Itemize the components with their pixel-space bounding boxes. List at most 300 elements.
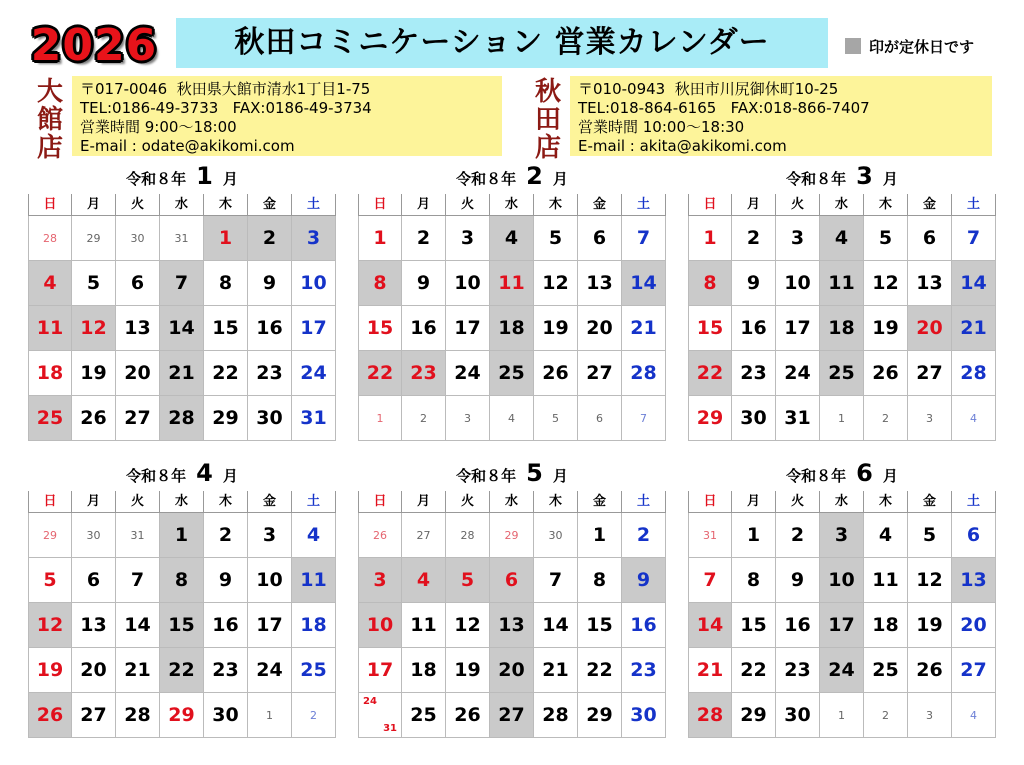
day-cell-closed bbox=[446, 558, 490, 603]
day-number: 16 bbox=[410, 317, 437, 339]
day-cell-other-month bbox=[358, 513, 402, 558]
day-cell-other-month bbox=[490, 396, 534, 441]
day-number: 4 bbox=[834, 227, 849, 249]
month-title-month: 2 bbox=[526, 162, 543, 190]
month-title-label-prefix: 令和８年 bbox=[126, 467, 187, 485]
day-number: 28 bbox=[696, 704, 724, 726]
day-cell bbox=[864, 603, 908, 648]
weekday-label: 日 bbox=[688, 491, 732, 513]
day-cell bbox=[952, 216, 996, 261]
day-cell bbox=[688, 558, 732, 603]
weekday-header bbox=[28, 194, 336, 216]
day-number: 14 bbox=[630, 272, 657, 294]
day-number: 29 bbox=[586, 704, 613, 726]
day-number: 29 bbox=[212, 407, 239, 429]
day-number: 17 bbox=[784, 317, 811, 339]
day-number: 28 bbox=[630, 362, 657, 384]
day-cell bbox=[534, 693, 578, 738]
day-number: 4 bbox=[970, 411, 977, 425]
day-number: 10 bbox=[300, 272, 327, 294]
day-cell bbox=[28, 351, 72, 396]
day-cell bbox=[578, 558, 622, 603]
day-number: 2 bbox=[882, 708, 889, 722]
store-email[interactable]: E-mail : akita@akikomi.com bbox=[578, 137, 787, 155]
weekday-label: 月 bbox=[72, 194, 116, 216]
day-cell bbox=[116, 693, 160, 738]
day-number: 5 bbox=[548, 227, 563, 249]
day-cell bbox=[908, 513, 952, 558]
month-title-label-suffix: 月 bbox=[222, 170, 238, 188]
day-number: 8 bbox=[746, 569, 761, 591]
day-cell bbox=[622, 306, 666, 351]
weekday-label: 土 bbox=[622, 491, 666, 513]
day-cell bbox=[534, 216, 578, 261]
day-cell bbox=[28, 558, 72, 603]
day-number: 9 bbox=[636, 569, 651, 591]
day-grid bbox=[358, 513, 666, 738]
day-number: 29 bbox=[696, 407, 724, 429]
day-cell bbox=[864, 261, 908, 306]
day-number: 20 bbox=[586, 317, 613, 339]
day-number: 18 bbox=[410, 659, 437, 681]
day-cell bbox=[446, 693, 490, 738]
day-number: 31 bbox=[130, 528, 145, 542]
day-cell bbox=[908, 648, 952, 693]
day-number: 5 bbox=[552, 411, 559, 425]
day-number: 3 bbox=[834, 524, 849, 546]
day-cell bbox=[204, 306, 248, 351]
day-number: 26 bbox=[36, 704, 64, 726]
day-cell-other-month bbox=[688, 513, 732, 558]
day-cell bbox=[864, 513, 908, 558]
day-number: 13 bbox=[80, 614, 107, 636]
day-cell bbox=[534, 306, 578, 351]
day-number: 18 bbox=[36, 362, 64, 384]
day-cell-closed bbox=[820, 306, 864, 351]
day-cell-closed bbox=[160, 648, 204, 693]
day-cell bbox=[292, 306, 336, 351]
day-cell bbox=[622, 648, 666, 693]
weekday-label: 木 bbox=[534, 194, 578, 216]
day-number: 30 bbox=[740, 407, 767, 429]
store-tel: TEL:018-864-6165 bbox=[578, 99, 717, 117]
day-cell-other-month bbox=[622, 396, 666, 441]
weekday-label: 月 bbox=[732, 194, 776, 216]
day-cell bbox=[864, 351, 908, 396]
day-cell-closed bbox=[490, 306, 534, 351]
day-number: 4 bbox=[416, 569, 431, 591]
day-number: 10 bbox=[454, 272, 481, 294]
day-cell-closed bbox=[952, 261, 996, 306]
day-cell-other-month bbox=[116, 216, 160, 261]
month-title-month: 6 bbox=[856, 459, 873, 487]
day-cell bbox=[688, 648, 732, 693]
day-cell bbox=[402, 648, 446, 693]
day-number: 6 bbox=[592, 227, 607, 249]
day-number: 15 bbox=[696, 317, 724, 339]
day-number: 9 bbox=[746, 272, 761, 294]
store-tel: TEL:0186-49-3733 bbox=[80, 99, 219, 117]
day-cell bbox=[534, 351, 578, 396]
day-cell bbox=[732, 603, 776, 648]
day-cell-other-month bbox=[864, 396, 908, 441]
day-number: 23 bbox=[630, 659, 657, 681]
month-title-label-prefix: 令和８年 bbox=[456, 170, 517, 188]
day-number: 31 bbox=[300, 407, 327, 429]
day-cell bbox=[204, 351, 248, 396]
day-cell-closed bbox=[292, 558, 336, 603]
day-number: 8 bbox=[373, 272, 387, 294]
day-cell bbox=[534, 558, 578, 603]
day-number: 1 bbox=[592, 524, 607, 546]
day-cell bbox=[72, 558, 116, 603]
store-info-akita bbox=[570, 76, 992, 156]
day-cell-closed bbox=[28, 396, 72, 441]
day-cell-closed bbox=[490, 351, 534, 396]
day-cell-closed bbox=[490, 693, 534, 738]
day-cell-closed bbox=[688, 261, 732, 306]
day-number: 6 bbox=[86, 569, 101, 591]
day-number: 27 bbox=[960, 659, 987, 681]
day-cell-closed bbox=[358, 261, 402, 306]
day-cell bbox=[732, 216, 776, 261]
day-number: 6 bbox=[504, 569, 519, 591]
day-cell-closed bbox=[402, 558, 446, 603]
day-cell-closed bbox=[820, 648, 864, 693]
day-number: 2 bbox=[882, 411, 889, 425]
day-cell bbox=[952, 513, 996, 558]
day-number: 4 bbox=[306, 524, 321, 546]
day-cell-other-month bbox=[534, 513, 578, 558]
month-title-label-suffix: 月 bbox=[882, 170, 898, 188]
day-cell-other-month bbox=[908, 693, 952, 738]
day-number: 5 bbox=[922, 524, 937, 546]
store-address: 秋田県大館市清水1丁目1-75 bbox=[176, 80, 371, 98]
day-number: 11 bbox=[828, 272, 855, 294]
day-number: 7 bbox=[966, 227, 981, 249]
month-title-month: 1 bbox=[196, 162, 213, 190]
day-cell bbox=[292, 603, 336, 648]
day-number: 4 bbox=[970, 708, 977, 722]
day-cell bbox=[248, 603, 292, 648]
day-cell-closed bbox=[820, 558, 864, 603]
month-title-label-prefix: 令和８年 bbox=[786, 467, 847, 485]
day-number: 18 bbox=[300, 614, 327, 636]
day-cell-closed bbox=[204, 216, 248, 261]
day-cell-other-month bbox=[908, 396, 952, 441]
day-cell-closed bbox=[358, 351, 402, 396]
day-cell bbox=[446, 261, 490, 306]
day-cell bbox=[776, 261, 820, 306]
day-number: 22 bbox=[168, 659, 195, 681]
day-number: 2 bbox=[218, 524, 233, 546]
day-number: 1 bbox=[838, 708, 845, 722]
day-cell bbox=[72, 603, 116, 648]
day-cell bbox=[776, 693, 820, 738]
day-number: 7 bbox=[130, 569, 145, 591]
day-number: 17 bbox=[256, 614, 283, 636]
day-number: 11 bbox=[498, 272, 525, 294]
day-cell bbox=[776, 558, 820, 603]
weekday-label: 金 bbox=[248, 491, 292, 513]
day-number: 13 bbox=[916, 272, 943, 294]
day-number: 18 bbox=[872, 614, 899, 636]
day-number: 1 bbox=[746, 524, 761, 546]
day-cell bbox=[732, 351, 776, 396]
day-number: 25 bbox=[828, 362, 855, 384]
day-number: 30 bbox=[784, 704, 811, 726]
day-cell bbox=[446, 216, 490, 261]
day-number: 7 bbox=[548, 569, 563, 591]
day-cell-other-month bbox=[446, 513, 490, 558]
day-number: 1 bbox=[218, 227, 233, 249]
day-number: 25 bbox=[36, 407, 64, 429]
month-title-label-suffix: 月 bbox=[882, 467, 898, 485]
day-cell-closed bbox=[160, 396, 204, 441]
day-cell bbox=[292, 351, 336, 396]
day-cell bbox=[622, 351, 666, 396]
day-number: 19 bbox=[916, 614, 943, 636]
day-cell-closed bbox=[160, 306, 204, 351]
day-cell bbox=[248, 513, 292, 558]
day-grid bbox=[28, 513, 336, 738]
store-hours: 営業時間 10:00～18:30 bbox=[578, 118, 745, 136]
day-cell bbox=[776, 648, 820, 693]
day-cell bbox=[952, 603, 996, 648]
day-cell-other-month bbox=[72, 216, 116, 261]
day-number: 16 bbox=[256, 317, 283, 339]
day-cell-closed bbox=[952, 306, 996, 351]
day-number: 12 bbox=[916, 569, 943, 591]
day-number: 15 bbox=[168, 614, 195, 636]
store-name-akita bbox=[532, 78, 564, 162]
weekday-header bbox=[688, 491, 996, 513]
weekday-header bbox=[688, 194, 996, 216]
weekday-label: 火 bbox=[776, 491, 820, 513]
day-number: 15 bbox=[366, 317, 394, 339]
day-number: 25 bbox=[872, 659, 899, 681]
store-name-char: 店 bbox=[534, 133, 561, 163]
day-number: 31 bbox=[174, 231, 189, 245]
day-number: 6 bbox=[596, 411, 603, 425]
day-number: 10 bbox=[256, 569, 283, 591]
day-number: 24 bbox=[300, 362, 327, 384]
day-number: 26 bbox=[542, 362, 569, 384]
day-number: 22 bbox=[740, 659, 767, 681]
store-name-char: 館 bbox=[36, 105, 63, 135]
day-cell bbox=[578, 648, 622, 693]
weekday-label: 火 bbox=[446, 491, 490, 513]
day-cell-other-month bbox=[952, 693, 996, 738]
store-phone-line bbox=[578, 99, 984, 118]
day-cell bbox=[72, 648, 116, 693]
day-number: 2 bbox=[416, 227, 431, 249]
weekday-header bbox=[358, 194, 666, 216]
day-number: 18 bbox=[828, 317, 855, 339]
day-cell-closed bbox=[160, 351, 204, 396]
day-cell bbox=[908, 216, 952, 261]
day-number: 2 bbox=[790, 524, 805, 546]
month-calendar bbox=[358, 455, 666, 738]
day-number: 3 bbox=[926, 708, 933, 722]
day-cell bbox=[248, 558, 292, 603]
day-number: 11 bbox=[410, 614, 437, 636]
day-cell bbox=[534, 648, 578, 693]
month-title-label-prefix: 令和８年 bbox=[126, 170, 187, 188]
weekday-label: 金 bbox=[908, 491, 952, 513]
day-cell bbox=[732, 648, 776, 693]
day-cell bbox=[776, 216, 820, 261]
day-cell-other-month bbox=[358, 396, 402, 441]
day-cell bbox=[292, 648, 336, 693]
day-number: 29 bbox=[168, 704, 195, 726]
weekday-label: 水 bbox=[160, 491, 204, 513]
day-number: 28 bbox=[43, 231, 57, 245]
day-cell-other-month bbox=[490, 513, 534, 558]
day-number: 20 bbox=[498, 659, 525, 681]
day-number: 8 bbox=[703, 272, 717, 294]
day-cell bbox=[908, 603, 952, 648]
day-cell bbox=[578, 216, 622, 261]
day-cell-closed bbox=[820, 351, 864, 396]
weekday-label: 日 bbox=[358, 491, 402, 513]
day-number: 8 bbox=[592, 569, 607, 591]
weekday-label: 土 bbox=[622, 194, 666, 216]
day-cell-closed bbox=[160, 513, 204, 558]
day-cell bbox=[732, 261, 776, 306]
weekday-label: 土 bbox=[952, 194, 996, 216]
day-cell bbox=[116, 306, 160, 351]
store-name-odate bbox=[34, 78, 66, 162]
weekday-label: 金 bbox=[248, 194, 292, 216]
day-number: 14 bbox=[168, 317, 195, 339]
day-number: 28 bbox=[124, 704, 151, 726]
day-cell bbox=[908, 558, 952, 603]
weekday-label: 日 bbox=[688, 194, 732, 216]
day-cell bbox=[776, 351, 820, 396]
day-cell-closed bbox=[490, 648, 534, 693]
weekday-label: 水 bbox=[490, 491, 534, 513]
day-cell-other-month bbox=[402, 396, 446, 441]
month-title bbox=[688, 158, 996, 194]
day-cell bbox=[402, 306, 446, 351]
day-number: 27 bbox=[498, 704, 525, 726]
day-cell bbox=[534, 261, 578, 306]
month-title-label-prefix: 令和８年 bbox=[786, 170, 847, 188]
day-cell-closed bbox=[820, 603, 864, 648]
weekday-label: 木 bbox=[204, 194, 248, 216]
month-title-label-prefix: 令和８年 bbox=[456, 467, 517, 485]
day-cell-other-month bbox=[534, 396, 578, 441]
day-cell bbox=[204, 396, 248, 441]
weekday-label: 月 bbox=[72, 491, 116, 513]
day-cell bbox=[72, 261, 116, 306]
day-cell bbox=[952, 648, 996, 693]
store-postal: 〒010-0943 bbox=[578, 80, 666, 98]
day-cell bbox=[864, 216, 908, 261]
store-email[interactable]: E-mail : odate@akikomi.com bbox=[80, 137, 295, 155]
day-number: 11 bbox=[36, 317, 64, 339]
day-number: 9 bbox=[790, 569, 805, 591]
day-cell bbox=[864, 648, 908, 693]
day-cell-other-month bbox=[292, 693, 336, 738]
day-number: 27 bbox=[586, 362, 613, 384]
month-title-label-suffix: 月 bbox=[222, 467, 238, 485]
day-cell bbox=[622, 216, 666, 261]
day-cell bbox=[204, 648, 248, 693]
day-cell bbox=[248, 396, 292, 441]
day-cell-closed bbox=[358, 558, 402, 603]
day-number: 28 bbox=[460, 528, 475, 542]
day-number: 1 bbox=[266, 708, 273, 722]
day-number: 14 bbox=[124, 614, 151, 636]
day-number: 25 bbox=[498, 362, 525, 384]
day-cell bbox=[292, 261, 336, 306]
day-cell bbox=[292, 513, 336, 558]
calendar-title: 秋田コミニケーション 営業カレンダー bbox=[176, 18, 828, 68]
month-title-month: 5 bbox=[526, 459, 543, 487]
day-number: 9 bbox=[416, 272, 431, 294]
day-cell bbox=[864, 558, 908, 603]
day-cell bbox=[622, 603, 666, 648]
day-number: 2 bbox=[310, 708, 317, 722]
day-number: 24 bbox=[454, 362, 481, 384]
day-number: 16 bbox=[740, 317, 767, 339]
day-number: 26 bbox=[373, 528, 387, 542]
day-number: 12 bbox=[872, 272, 899, 294]
day-number: 22 bbox=[586, 659, 613, 681]
day-number: 29 bbox=[43, 528, 57, 542]
day-number: 31 bbox=[784, 407, 811, 429]
day-number: 30 bbox=[130, 231, 145, 245]
weekday-label: 水 bbox=[820, 491, 864, 513]
day-number: 24 bbox=[363, 696, 377, 707]
weekday-label: 水 bbox=[490, 194, 534, 216]
day-number: 2 bbox=[420, 411, 427, 425]
day-number: 5 bbox=[43, 569, 57, 591]
month-title-label-suffix: 月 bbox=[552, 467, 568, 485]
day-cell bbox=[688, 306, 732, 351]
day-cell bbox=[446, 603, 490, 648]
day-number: 1 bbox=[174, 524, 189, 546]
day-cell-closed bbox=[160, 261, 204, 306]
month-calendar bbox=[358, 158, 666, 441]
day-cell-closed bbox=[622, 558, 666, 603]
day-cell bbox=[622, 513, 666, 558]
day-cell bbox=[732, 513, 776, 558]
month-calendar bbox=[688, 455, 996, 738]
day-number: 26 bbox=[80, 407, 107, 429]
day-cell bbox=[578, 351, 622, 396]
month-title bbox=[358, 455, 666, 491]
day-number: 17 bbox=[454, 317, 481, 339]
day-number-alt: 31 bbox=[383, 723, 397, 734]
day-number: 27 bbox=[124, 407, 151, 429]
day-number: 2 bbox=[746, 227, 761, 249]
day-number: 10 bbox=[784, 272, 811, 294]
day-number: 19 bbox=[80, 362, 107, 384]
day-number: 14 bbox=[696, 614, 724, 636]
day-number: 12 bbox=[454, 614, 481, 636]
day-number: 30 bbox=[548, 528, 563, 542]
day-cell-closed bbox=[358, 603, 402, 648]
day-cell-closed bbox=[820, 216, 864, 261]
day-number: 30 bbox=[630, 704, 657, 726]
weekday-label: 月 bbox=[402, 491, 446, 513]
day-number: 14 bbox=[542, 614, 569, 636]
weekday-label: 水 bbox=[820, 194, 864, 216]
day-number: 26 bbox=[916, 659, 943, 681]
